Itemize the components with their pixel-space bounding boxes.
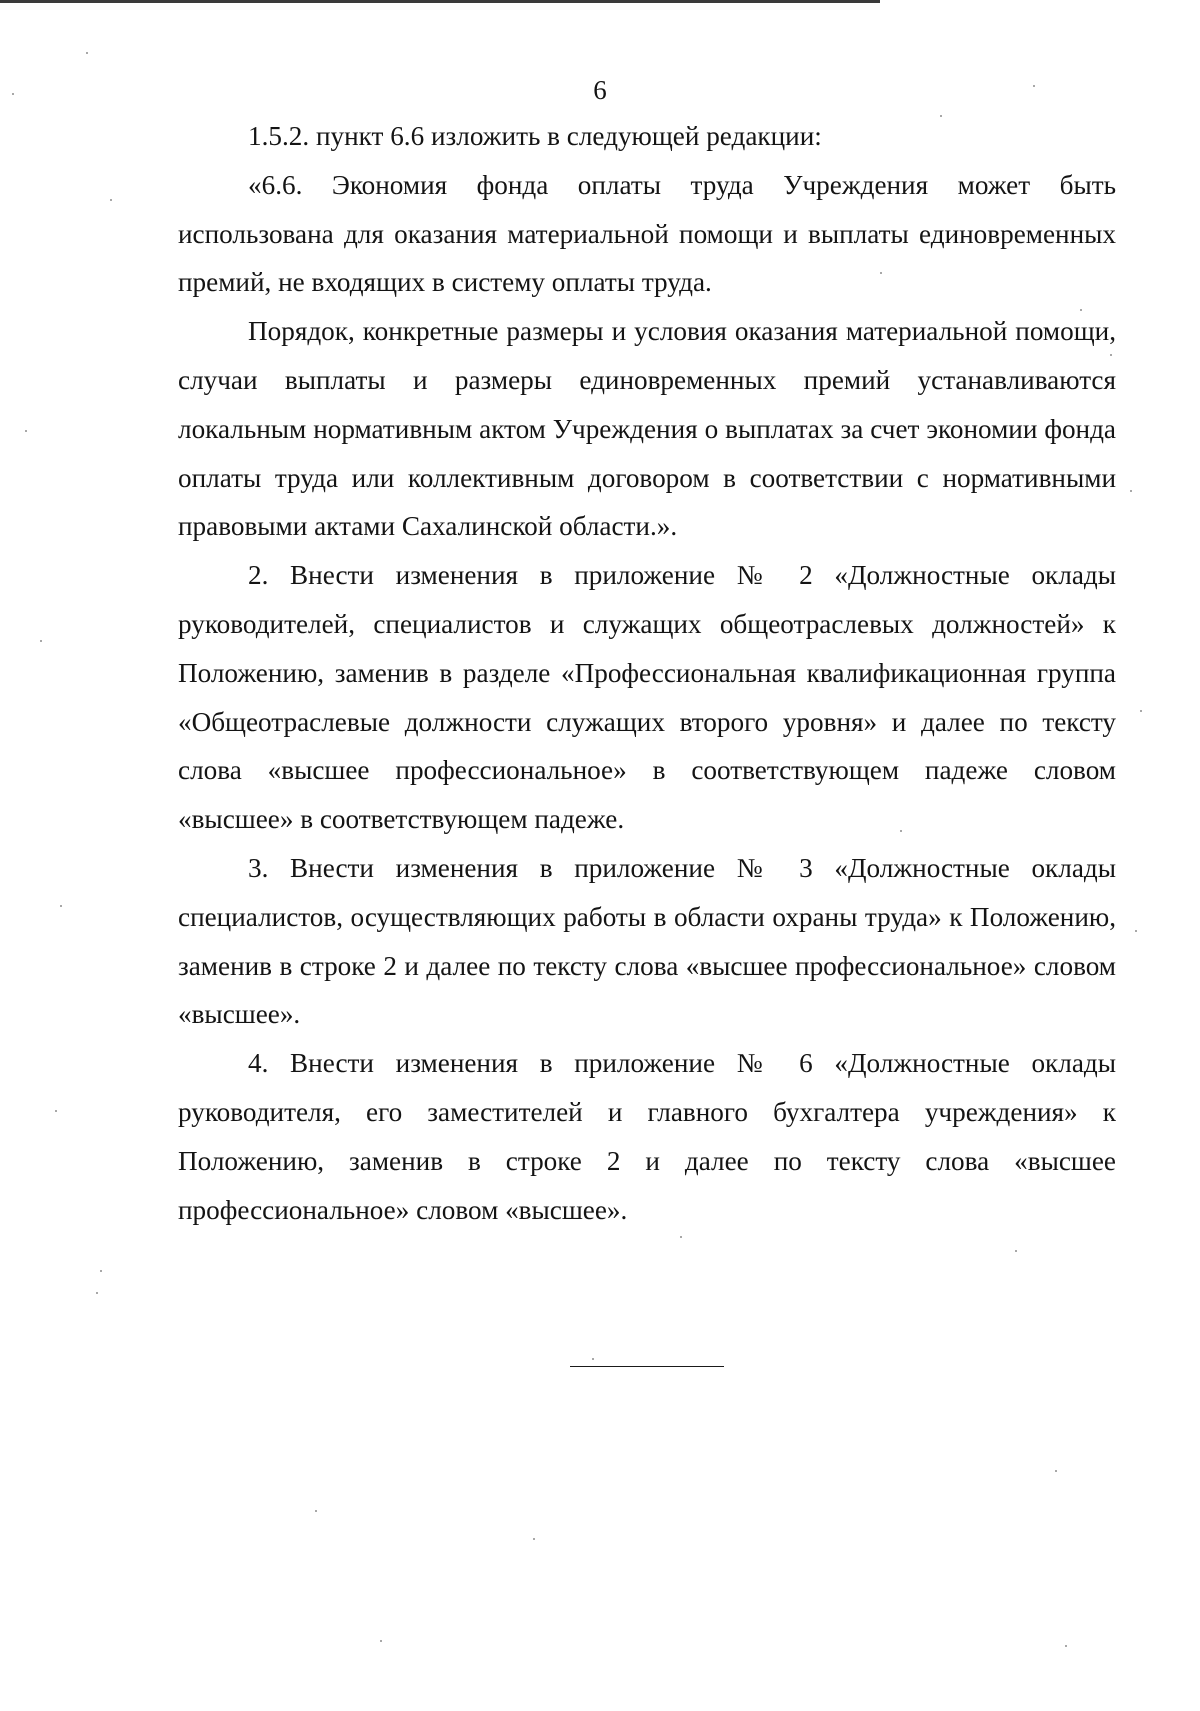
scan-speck xyxy=(1015,1250,1017,1252)
scan-speck xyxy=(592,1358,594,1360)
scan-speck xyxy=(1140,710,1142,712)
scan-speck xyxy=(25,430,27,432)
scan-speck xyxy=(1065,1645,1067,1647)
scan-speck xyxy=(96,1292,98,1294)
scan-speck xyxy=(315,1510,317,1512)
scan-speck xyxy=(12,93,14,95)
scan-speck xyxy=(1110,354,1112,356)
scan-speck xyxy=(110,199,112,201)
scan-speck xyxy=(1033,85,1035,87)
scan-speck xyxy=(533,1538,535,1540)
page-number: 6 xyxy=(593,75,607,105)
scan-speck xyxy=(1130,490,1132,492)
scan-top-edge xyxy=(0,0,880,3)
paragraph-item-2: 2. Внести изменения в приложение № 2 «Должностные оклады руководителей, специалистов и служащих общеотраслевых должностей» к Положению, заменив в разделе «Профессиональная квалификационная группа «Общеотраслевые должности служащих второго уровня» и далее по тексту слова «высшее профессиональное» в соответствующем падеже словом «высшее» в соответствующем падеже. xyxy=(178,560,1116,835)
scan-speck xyxy=(55,1110,57,1112)
scan-speck xyxy=(1080,309,1082,311)
scan-speck xyxy=(940,115,942,117)
document-body xyxy=(178,112,1116,1234)
scan-speck xyxy=(40,640,42,642)
scan-speck xyxy=(100,1270,102,1272)
paragraph-procedure: Порядок, конкретные размеры и условия оказания материальной помощи, случаи выплаты и размеры единовременных премий устанавливаются локальным нормативным актом Учреждения о выплатах за счет экономии фонда оплаты труда или коллективным договором в соответствии с нормативными правовыми актами Сахалинской области.». xyxy=(178,316,1116,542)
paragraph-item-3: 3. Внести изменения в приложение № 3 «Должностные оклады специалистов, осуществляющих работы в области охраны труда» к Положению, заменив в строке 2 и далее по тексту слова «высшее профессиональное» словом «высшее». xyxy=(178,852,1116,1030)
scan-speck xyxy=(1055,1470,1057,1472)
scan-speck xyxy=(60,905,62,907)
paragraph-item-4: 4. Внести изменения в приложение № 6 «Должностные оклады руководителя, его заместителей и главного бухгалтера учреждения» к Положению, заменив в строке 2 и далее по тексту слова «высшее профессиональное» словом «высшее». xyxy=(178,1048,1116,1225)
end-of-text-rule xyxy=(570,1366,724,1367)
scan-speck xyxy=(680,1236,682,1238)
scan-speck xyxy=(86,52,88,54)
scan-speck xyxy=(380,1640,382,1642)
scan-speck xyxy=(900,830,902,832)
paragraph-1-5-2: 1.5.2. пункт 6.6 изложить в следующей редакции: xyxy=(248,121,822,151)
scan-speck xyxy=(880,272,882,274)
scan-speck xyxy=(1135,930,1137,932)
paragraph-6-6-savings: «6.6. Экономия фонда оплаты труда Учреждения может быть использована для оказания материальной помощи и выплаты единовременных премий, не входящих в систему оплаты труда. xyxy=(178,169,1116,298)
